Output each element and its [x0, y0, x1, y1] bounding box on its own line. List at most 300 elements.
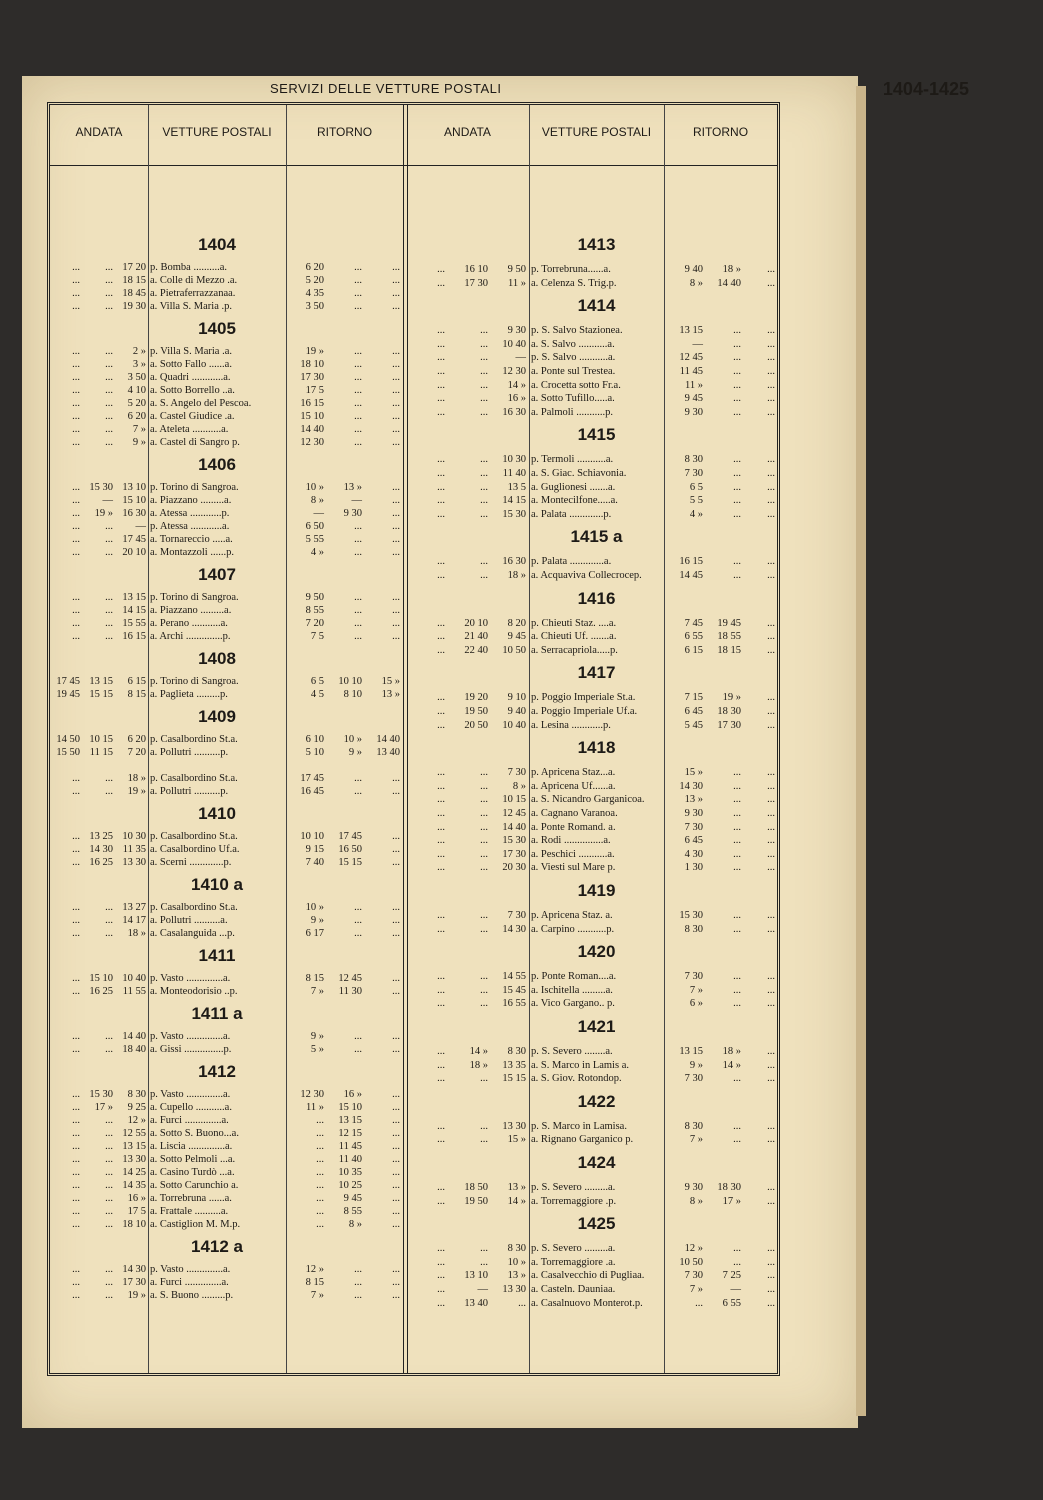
time-cell: ...: [392, 1102, 400, 1113]
stop-name: a. S. Nicandro Garganicoa.: [531, 794, 645, 806]
timetable-row: [50, 1127, 403, 1141]
time-cell: ...: [72, 605, 80, 616]
time-cell: ...: [437, 862, 445, 874]
timetable-row: [407, 793, 777, 807]
time-cell: 13 30: [122, 857, 146, 868]
time-cell: ...: [105, 1141, 113, 1152]
time-cell: ...: [105, 385, 113, 396]
time-cell: ...: [354, 786, 362, 797]
time-cell: 19 50: [464, 706, 488, 717]
time-cell: ...: [105, 631, 113, 642]
time-cell: 17 45: [122, 534, 146, 545]
section-title: 1406: [198, 455, 236, 474]
time-cell: —: [135, 521, 146, 532]
time-cell: ...: [480, 794, 488, 806]
time-cell: ...: [316, 1141, 324, 1152]
time-cell: 6 15: [127, 676, 146, 687]
timetable-row: [50, 1030, 403, 1044]
time-cell: 4 10: [127, 385, 146, 396]
time-cell: 17 30: [122, 1277, 146, 1288]
time-cell: ...: [72, 398, 80, 409]
timetable-row: [50, 1218, 403, 1232]
timetable-row: [50, 688, 403, 702]
time-cell: ...: [480, 767, 488, 779]
time-cell: ...: [105, 346, 113, 357]
stop-name: a. Liscia ..............a.: [150, 1141, 233, 1152]
time-cell: ...: [105, 424, 113, 435]
time-cell: 16 15: [122, 631, 146, 642]
time-cell: 4 35: [305, 288, 324, 299]
time-cell: 11 45: [679, 366, 703, 377]
time-cell: 15 55: [122, 618, 146, 629]
time-cell: ...: [354, 1044, 362, 1055]
time-cell: ...: [437, 1243, 445, 1255]
time-cell: 5 45: [684, 719, 703, 731]
stop-name: a. Casteln. Dauniaa.: [531, 1284, 616, 1295]
time-cell: ...: [733, 570, 741, 581]
time-cell: ...: [72, 1128, 80, 1139]
time-cell: ...: [105, 1193, 113, 1204]
time-cell: 16 »: [507, 393, 526, 405]
time-cell: 11 45: [338, 1141, 362, 1152]
time-cell: ...: [767, 406, 775, 418]
timetable-row: [407, 1297, 777, 1311]
time-cell: 17 30: [502, 848, 526, 860]
time-cell: 14 17: [122, 915, 146, 926]
stop-name: a. Casalbordino Uf.a.: [150, 844, 240, 855]
stop-name: a. Palata .............p.: [531, 508, 612, 520]
timetable-row: [50, 759, 403, 773]
time-cell: ...: [392, 521, 400, 532]
time-cell: ...: [767, 780, 775, 792]
time-cell: —: [730, 1284, 741, 1295]
timetable-row: [407, 324, 777, 338]
time-cell: ...: [72, 424, 80, 435]
time-cell: 8 20: [507, 617, 526, 629]
time-cell: ...: [105, 1219, 113, 1230]
time-cell: 14 30: [89, 844, 113, 855]
time-cell: 14 30: [502, 923, 526, 935]
time-cell: ...: [767, 719, 775, 731]
time-cell: 14 40: [122, 1031, 146, 1042]
stop-name: a. Cagnano Varanoa.: [531, 808, 618, 819]
stop-name: p. Poggio Imperiale St.a.: [531, 692, 636, 704]
timetable-row: [50, 746, 403, 760]
time-cell: ...: [767, 984, 775, 996]
stop-name: p. S. Severo ........a.: [531, 1046, 613, 1057]
time-cell: ...: [72, 618, 80, 629]
time-cell: ...: [392, 902, 400, 913]
time-cell: ...: [767, 1243, 775, 1255]
section-title: 1415 a: [570, 527, 623, 547]
time-cell: 11 »: [306, 1102, 324, 1113]
stop-name: a. Lesina ............p.: [531, 719, 611, 731]
stop-name: a. Castiglion M. M.p.: [150, 1219, 241, 1230]
stop-name: a. Piazzano .........a.: [150, 605, 232, 616]
timetable-row: [407, 691, 777, 705]
time-cell: ...: [437, 1120, 445, 1132]
time-cell: 18 15: [122, 275, 146, 286]
time-cell: ...: [437, 1182, 445, 1193]
time-cell: ...: [392, 534, 400, 545]
time-cell: ...: [72, 1044, 80, 1055]
time-cell: ...: [354, 398, 362, 409]
time-cell: ...: [733, 393, 741, 405]
time-cell: ...: [733, 971, 741, 983]
header-divider: [50, 165, 777, 166]
time-cell: 13 »: [507, 1270, 526, 1282]
time-cell: ...: [72, 786, 80, 797]
time-cell: 11 40: [502, 468, 526, 479]
stop-name: a. Monteodorisio ..p.: [150, 986, 238, 997]
timetable-row: [407, 1072, 777, 1086]
time-cell: ...: [316, 1219, 324, 1230]
time-cell: 14 »: [722, 1059, 741, 1071]
timetable-row: [50, 481, 403, 495]
time-cell: ...: [354, 411, 362, 422]
time-cell: ...: [105, 1264, 113, 1275]
time-cell: ...: [354, 1277, 362, 1288]
time-cell: 14 30: [122, 1264, 146, 1275]
time-cell: 15 10: [300, 411, 324, 422]
timetable-row: [50, 358, 403, 372]
timetable-row: [50, 1276, 403, 1290]
timetable-row: [407, 807, 777, 821]
andata-header-right: ANDATA: [444, 125, 491, 139]
time-cell: ...: [105, 547, 113, 558]
time-cell: 20 10: [464, 617, 488, 629]
time-cell: ...: [733, 406, 741, 418]
time-cell: 20 10: [122, 547, 146, 558]
time-cell: 5 20: [127, 398, 146, 409]
stop-name: a. Piazzano .........a.: [150, 495, 232, 506]
time-cell: 6 20: [127, 734, 146, 745]
stop-name: p. S. Marco in Lamisa.: [531, 1120, 627, 1132]
time-cell: 19 »: [94, 508, 113, 519]
time-cell: 6 17: [305, 928, 324, 939]
time-cell: 15 10: [338, 1102, 362, 1113]
time-cell: ...: [72, 973, 80, 984]
timetable-row: [407, 263, 777, 277]
time-cell: 15 30: [89, 482, 113, 493]
timetable-row: [50, 733, 403, 747]
time-cell: ...: [354, 359, 362, 370]
timetable-row: [50, 507, 403, 521]
stop-name: p. S. Salvo ...........a.: [531, 352, 616, 364]
timetable-row: [407, 780, 777, 794]
time-cell: ...: [392, 495, 400, 506]
time-cell: ...: [480, 393, 488, 405]
time-cell: ...: [392, 605, 400, 616]
time-cell: ...: [72, 346, 80, 357]
time-cell: ...: [354, 1290, 362, 1301]
time-cell: 7 »: [689, 984, 703, 996]
time-cell: ...: [437, 277, 445, 289]
stop-name: a. Pollutri ..........a.: [150, 915, 228, 926]
vetture-header: VETTURE POSTALI: [162, 125, 272, 139]
time-cell: 10 »: [343, 734, 362, 745]
stop-name: a. Peschici ...........a.: [531, 848, 615, 860]
time-cell: 14 »: [507, 1195, 526, 1207]
time-cell: ...: [767, 277, 775, 289]
time-cell: 20 30: [502, 862, 526, 874]
timetable-row: [407, 719, 777, 733]
time-cell: ...: [733, 468, 741, 479]
timetable-row: [407, 392, 777, 406]
time-cell: ...: [392, 1193, 400, 1204]
time-cell: ...: [437, 644, 445, 656]
timetable-row: [407, 1133, 777, 1147]
time-cell: 14 40: [376, 734, 400, 745]
time-cell: ...: [733, 767, 741, 779]
time-cell: ...: [354, 372, 362, 383]
time-cell: ...: [767, 325, 775, 337]
time-cell: 8 30: [684, 923, 703, 935]
time-cell: ...: [392, 411, 400, 422]
time-cell: ...: [733, 379, 741, 391]
timetable-frame: [47, 102, 780, 1376]
time-cell: ...: [316, 1128, 324, 1139]
time-cell: 3 »: [132, 359, 146, 370]
time-cell: ...: [733, 1256, 741, 1268]
time-cell: ...: [392, 844, 400, 855]
time-cell: ...: [392, 262, 400, 273]
time-cell: ...: [392, 1264, 400, 1275]
time-cell: 12 30: [502, 366, 526, 377]
timetable-row: [50, 772, 403, 786]
time-cell: 4 »: [689, 508, 703, 520]
time-cell: ...: [767, 1256, 775, 1268]
time-cell: 15 30: [502, 508, 526, 520]
timetable-row: [407, 508, 777, 522]
time-cell: 7 25: [722, 1270, 741, 1282]
stop-name: a. Rodi ...............a.: [531, 835, 611, 847]
stop-name: p. Casalbordino St.a.: [150, 734, 238, 745]
timetable-row: [407, 1242, 777, 1256]
time-cell: 8 10: [343, 689, 362, 700]
timetable-row: [407, 555, 777, 569]
timetable-row: [50, 1101, 403, 1115]
time-cell: ...: [437, 495, 445, 507]
timetable-row: [407, 351, 777, 365]
time-cell: ...: [733, 1120, 741, 1132]
time-cell: ...: [437, 835, 445, 847]
timetable-row: [50, 1289, 403, 1303]
stop-name: p. Vasto ..............a.: [150, 1089, 231, 1100]
time-cell: ...: [437, 1059, 445, 1071]
right-timetable: [407, 231, 777, 1371]
time-cell: 8 »: [310, 495, 324, 506]
stop-name: a. S. Angelo del Pescoa.: [150, 398, 252, 409]
time-cell: 8 15: [305, 973, 324, 984]
time-cell: ...: [437, 481, 445, 493]
time-cell: 10 40: [122, 973, 146, 984]
time-cell: ...: [316, 1154, 324, 1165]
time-cell: 16 »: [343, 1089, 362, 1100]
time-cell: 19 50: [464, 1195, 488, 1207]
time-cell: ...: [105, 437, 113, 448]
time-cell: ...: [437, 998, 445, 1010]
time-cell: ...: [733, 338, 741, 350]
time-cell: 17 45: [338, 831, 362, 842]
timetable-row: [50, 830, 403, 844]
time-cell: ...: [392, 1115, 400, 1126]
time-cell: 8 »: [689, 277, 703, 289]
time-cell: 9 30: [684, 808, 703, 819]
time-cell: 17 »: [722, 1195, 741, 1207]
time-cell: ...: [392, 288, 400, 299]
time-cell: 8 15: [127, 689, 146, 700]
time-cell: ...: [480, 808, 488, 819]
time-cell: ...: [105, 618, 113, 629]
time-cell: 7 »: [310, 986, 324, 997]
timetable-row: [50, 436, 403, 450]
stop-name: a. Celenza S. Trig.p.: [531, 277, 617, 289]
time-cell: 12 »: [684, 1243, 703, 1255]
stop-name: p. Chieuti Staz. ....a.: [531, 617, 617, 629]
time-cell: ...: [72, 1031, 80, 1042]
time-cell: 16 30: [122, 508, 146, 519]
time-cell: 13 15: [89, 676, 113, 687]
stop-name: a. Sotto Tufillo.....a.: [531, 393, 615, 405]
time-cell: 15 10: [122, 495, 146, 506]
time-cell: 10 40: [502, 338, 526, 350]
time-cell: ...: [437, 984, 445, 996]
timetable-row: [407, 1256, 777, 1270]
time-cell: ...: [767, 1182, 775, 1193]
time-cell: ...: [354, 534, 362, 545]
stop-name: a. Casalnuovo Monterot.p.: [531, 1297, 643, 1309]
time-cell: 18 30: [717, 1182, 741, 1193]
time-cell: ...: [354, 605, 362, 616]
time-cell: ...: [767, 352, 775, 364]
time-cell: ...: [733, 862, 741, 874]
section-title: 1415: [577, 425, 616, 445]
time-cell: 17 30: [717, 719, 741, 731]
section-title: 1417: [577, 663, 616, 683]
time-cell: 14 55: [502, 971, 526, 983]
time-cell: ...: [767, 393, 775, 405]
time-cell: 8 »: [512, 780, 526, 792]
timetable-row: [407, 1059, 777, 1073]
stop-name: a. Ponte sul Trestea.: [531, 366, 616, 377]
time-cell: ...: [105, 1128, 113, 1139]
section-title: 1404: [198, 235, 236, 254]
section-title: 1418: [577, 738, 616, 758]
stop-name: p. S. Severo .........a.: [531, 1182, 616, 1193]
time-cell: 7 30: [507, 910, 526, 921]
time-cell: ...: [437, 1195, 445, 1207]
stop-name: a. Pietraferrazzanaa.: [150, 288, 236, 299]
timetable-row: [50, 287, 403, 301]
time-cell: ...: [392, 618, 400, 629]
stop-name: a. Rignano Garganico p.: [531, 1134, 634, 1146]
time-cell: ...: [392, 1089, 400, 1100]
stop-name: a. Casino Turdò ...a.: [150, 1167, 235, 1178]
time-cell: 8 30: [127, 1089, 146, 1100]
page-edge: [856, 86, 866, 1416]
time-cell: ...: [72, 437, 80, 448]
time-cell: 17 5: [305, 385, 324, 396]
stop-name: p. Casalbordino St.a.: [150, 902, 238, 913]
time-cell: ...: [316, 1180, 324, 1191]
time-cell: 10 30: [122, 831, 146, 842]
time-cell: ...: [695, 1297, 703, 1309]
timetable-row: [407, 821, 777, 835]
time-cell: ...: [733, 923, 741, 935]
timetable-row: [50, 410, 403, 424]
time-cell: 13 30: [502, 1120, 526, 1132]
time-cell: ...: [105, 262, 113, 273]
time-cell: ...: [354, 915, 362, 926]
time-cell: ...: [733, 910, 741, 921]
time-cell: 7 15: [684, 692, 703, 704]
time-cell: 18 45: [122, 288, 146, 299]
time-cell: 9 10: [507, 692, 526, 704]
time-cell: ...: [72, 915, 80, 926]
section-title: 1414: [577, 296, 616, 316]
time-cell: ...: [480, 780, 488, 792]
time-cell: ...: [392, 1277, 400, 1288]
time-cell: ...: [437, 767, 445, 779]
vetture-header-right: VETTURE POSTALI: [541, 125, 652, 139]
time-cell: 15 30: [89, 1089, 113, 1100]
time-cell: 8 30: [507, 1243, 526, 1255]
time-cell: ...: [437, 338, 445, 350]
timetable-row: [50, 927, 403, 941]
stop-name: a. Quadri ............a.: [150, 372, 231, 383]
time-cell: ...: [480, 556, 488, 568]
time-cell: ...: [392, 631, 400, 642]
time-cell: ...: [72, 411, 80, 422]
time-cell: ...: [480, 862, 488, 874]
time-cell: 11 30: [338, 986, 362, 997]
time-cell: ...: [767, 835, 775, 847]
timetable-row: [50, 371, 403, 385]
time-cell: ...: [105, 301, 113, 312]
time-cell: 8 30: [684, 454, 703, 466]
stop-name: p. Casalbordino St.a.: [150, 831, 238, 842]
section-title: 1410 a: [191, 875, 243, 894]
time-cell: ...: [72, 986, 80, 997]
time-cell: 16 25: [89, 857, 113, 868]
time-cell: ...: [72, 902, 80, 913]
time-cell: —: [692, 338, 703, 350]
time-cell: 9 »: [689, 1059, 703, 1071]
time-cell: 17 30: [300, 372, 324, 383]
time-cell: ...: [733, 352, 741, 364]
section-title: 1416: [577, 588, 616, 608]
time-cell: ...: [72, 1277, 80, 1288]
stop-name: p. S. Severo .........a.: [531, 1243, 616, 1255]
timetable-row: [50, 972, 403, 986]
timetable-row: [50, 1088, 403, 1102]
stop-name: p. Bomba ..........a.: [150, 262, 227, 273]
time-cell: ...: [437, 1046, 445, 1057]
stop-name: a. Torremaggiore .p.: [531, 1195, 617, 1207]
andata-header: ANDATA: [75, 125, 123, 139]
time-cell: 8 »: [348, 1219, 362, 1230]
time-cell: ...: [767, 706, 775, 717]
time-cell: ...: [437, 468, 445, 479]
time-cell: 12 55: [122, 1128, 146, 1139]
stop-name: a. Crocetta sotto Fr.a.: [531, 379, 621, 391]
time-cell: 14 25: [122, 1167, 146, 1178]
stop-name: p. Termoli ...........a.: [531, 454, 614, 466]
time-cell: 14 »: [507, 379, 526, 391]
time-cell: ...: [437, 794, 445, 806]
time-cell: ...: [72, 534, 80, 545]
